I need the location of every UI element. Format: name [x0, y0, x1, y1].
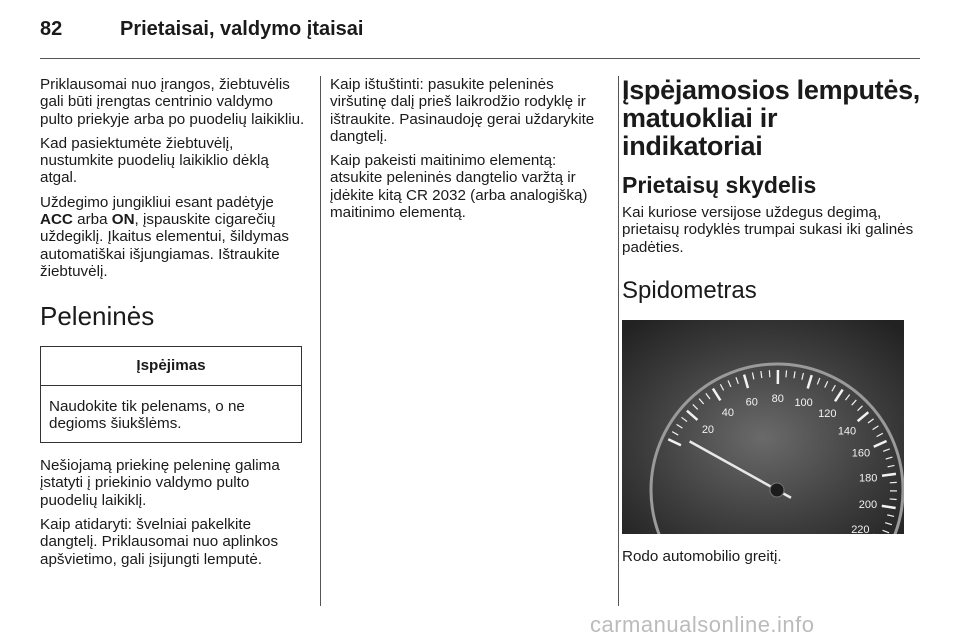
gauge-label: 140: [837, 425, 857, 438]
gauge-tick: [890, 499, 897, 500]
warning-box: [40, 346, 302, 443]
section-title-instrument-panel: Prietaisų skydelis: [622, 172, 817, 198]
gauge-label: 40: [721, 407, 735, 420]
page-header: [0, 0, 960, 58]
text-run: arba: [72, 211, 112, 229]
gauge-label: 60: [745, 396, 758, 409]
chapter-title: Įspėjamosios lemputės, matuokliai ir indikatoriai: [622, 75, 921, 161]
warning-text: Naudokite tik pelenams, o ne degioms šiukšlėms.: [49, 397, 245, 432]
section-title-speedometer: Spidometras: [622, 276, 757, 304]
paragraph: Kaip ištuštinti: pasukite peleninės viršutinę dalį prieš laikrodžio rodyklę ir ištraukite. Pasinaudoję gerai uždarykite dangtelį.: [330, 76, 595, 145]
gauge-hub: [770, 483, 784, 497]
text-run: Uždegimo jungikliui esant padėtyje: [40, 193, 274, 211]
column-3: [622, 76, 922, 572]
paragraph: Kad pasiektumėte žiebtuvėlį, nustumkite puodelių laikiklio dėklą atgal.: [40, 134, 269, 187]
gauge-label: 120: [818, 407, 837, 420]
column-divider: [618, 76, 619, 606]
gauge-label: 180: [858, 472, 878, 485]
paragraph: Nešiojamą priekinę peleninę galima įstatyti į priekinio valdymo pulto puodelių laikiklį.: [40, 457, 280, 509]
gauge-label: 100: [794, 396, 813, 409]
paragraph: Priklausomai nuo įrangos, žiebtuvėlis gali būti įrengtas centrinio valdymo pulto priekyje arba po puodelių laikikliu.: [40, 76, 305, 128]
page-number: 82: [40, 18, 63, 40]
gauge-label: 160: [851, 447, 871, 460]
speedometer-image: [622, 320, 904, 534]
image-caption: Rodo automobilio greitį.: [622, 547, 782, 565]
gauge-label: 200: [858, 498, 878, 511]
column-2: [330, 76, 606, 228]
paragraph: Kaip pakeisti maitinimo elementą: atsukite peleninės dangtelio varžtą ir įdėkite kitą CR 2032 (arba analogišką) maitinimo elementą.: [330, 152, 588, 222]
warning-title: Įspėjimas: [41, 347, 301, 385]
gauge-label: 80: [771, 392, 784, 405]
acc-label: ACC: [40, 211, 73, 229]
gauge-label: 20: [701, 424, 715, 437]
gauge-tick: [786, 370, 787, 377]
on-label: ON: [111, 211, 135, 229]
column-1: [40, 76, 308, 575]
page-title: Prietaisai, valdymo įtaisai: [120, 18, 364, 40]
text-run: , įspauskite cigarečių uždegiklį. Įkaitus elementui, šildymas automatiškai išjungiamas. Ištraukite žiebtuvėlį.: [40, 211, 290, 280]
header-rule: [40, 58, 920, 59]
paragraph: Kaip atidaryti: švelniai pakelkite dangtelį. Priklausomai nuo aplinkos apšvietimo, gali įsijungti lemputė.: [40, 516, 279, 568]
paragraph: Kai kuriose versijose uždegus degimą, prietaisų rodyklės trumpai sukasi iki galinės padėties.: [622, 204, 914, 256]
section-title-ashtrays: Peleninės: [40, 301, 155, 332]
column-divider: [320, 76, 321, 606]
paragraph-ignition: [40, 194, 308, 280]
watermark: carmanualsonline.info: [590, 612, 815, 637]
gauge-label: 220: [851, 523, 870, 534]
